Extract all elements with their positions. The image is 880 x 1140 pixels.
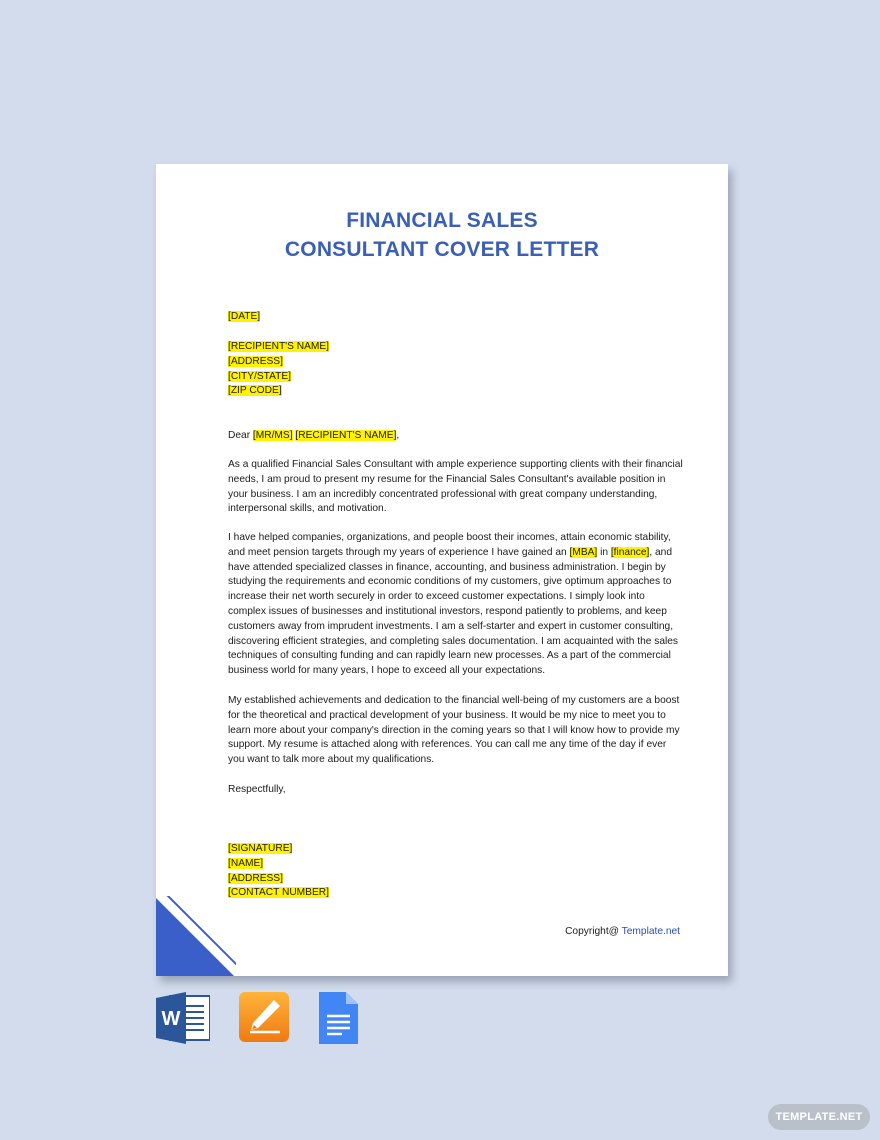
copyright-prefix: Copyright@ bbox=[565, 926, 622, 937]
salutation-title-placeholder: [MR/MS] bbox=[252, 430, 293, 441]
salutation-suffix: , bbox=[396, 430, 400, 441]
paragraph-2-in: in bbox=[597, 546, 611, 558]
salutation-prefix: Dear bbox=[228, 430, 253, 441]
signature-block bbox=[228, 842, 684, 901]
paragraph-1: As a qualified Financial Sales Consultant with ample experience supporting clients with their financial needs, I am proud to present my resume for the Financial Sales Consultant's available position in your business. I am an incredibly concentrated professional with great company understanding, interpersonal skills, and motivation. bbox=[228, 459, 683, 515]
paragraph-3: My established achievements and dedication to the financial well-being of my customers are a boost for the theoretical and practical development of your business. It would be my nice to meet you to learn more about your company's direction in the coming years so that I will know how to provide my support. My resume is attached along with references. You can call me any time of the day if ever you want to talk more about my qualifications. bbox=[228, 695, 680, 766]
salutation-name-placeholder: [RECIPIENT'S NAME] bbox=[295, 430, 397, 441]
corner-decoration bbox=[156, 896, 236, 976]
signature-placeholder: [SIGNATURE] bbox=[228, 843, 293, 854]
signature-address-placeholder: [ADDRESS] bbox=[228, 872, 283, 884]
paragraph-2-text-a: I have helped companies, organizations, and people boost their incomes, attain economic stability, and meet pension targets through my years of experience I have gained an bbox=[228, 532, 671, 558]
mba-placeholder: [MBA] bbox=[569, 546, 598, 558]
salutation bbox=[228, 429, 684, 444]
letter-page bbox=[156, 164, 728, 976]
letter-title bbox=[156, 206, 728, 264]
google-docs-icon[interactable] bbox=[316, 992, 370, 1044]
date-placeholder: [DATE] bbox=[228, 311, 261, 322]
title-line-2: CONSULTANT COVER LETTER bbox=[284, 238, 600, 261]
paragraph-2-text-b: , and have attended specialized classes in finance, accounting, and business administration. I begin by studying the requirements and economic conditions of my customers, give optimum approaches to increase their net worth securely in order to exceed customer expectations. I simply look into complex issues of businesses and institutional investors, respond patiently to problems, and keep customers away from imprudent investments. I am a self-starter and expert in customer consulting, discovering efficient strategies, and completing sales documentation. I am acquainted with the sales techniques of consulting funding and can rapidly learn new processes. As a part of the commercial business world for many years, I hope to exceed all your expectations. bbox=[228, 546, 679, 677]
svg-text:W: W bbox=[161, 1008, 181, 1030]
recipient-name-placeholder: [RECIPIENT'S NAME] bbox=[228, 341, 330, 352]
finance-placeholder: [finance] bbox=[610, 546, 650, 558]
copyright-brand: Template.net bbox=[621, 926, 680, 937]
title-line-1: FINANCIAL SALES bbox=[346, 209, 538, 232]
word-icon[interactable] bbox=[156, 992, 210, 1044]
recipient-block bbox=[228, 340, 684, 399]
template-watermark: TEMPLATE.NET bbox=[768, 1104, 870, 1130]
copyright-line bbox=[565, 926, 680, 937]
address-placeholder: [ADDRESS] bbox=[228, 355, 283, 367]
date-block bbox=[228, 310, 684, 325]
city-state-placeholder: [CITY/STATE] bbox=[228, 370, 292, 382]
pages-icon[interactable] bbox=[238, 992, 292, 1044]
closing: Respectfully, bbox=[228, 784, 286, 795]
zip-placeholder: [ZIP CODE] bbox=[228, 385, 282, 397]
signature-name-placeholder: [NAME] bbox=[228, 857, 264, 869]
paragraph-2 bbox=[228, 531, 684, 679]
contact-number-placeholder: [CONTACT NUMBER] bbox=[228, 887, 329, 899]
